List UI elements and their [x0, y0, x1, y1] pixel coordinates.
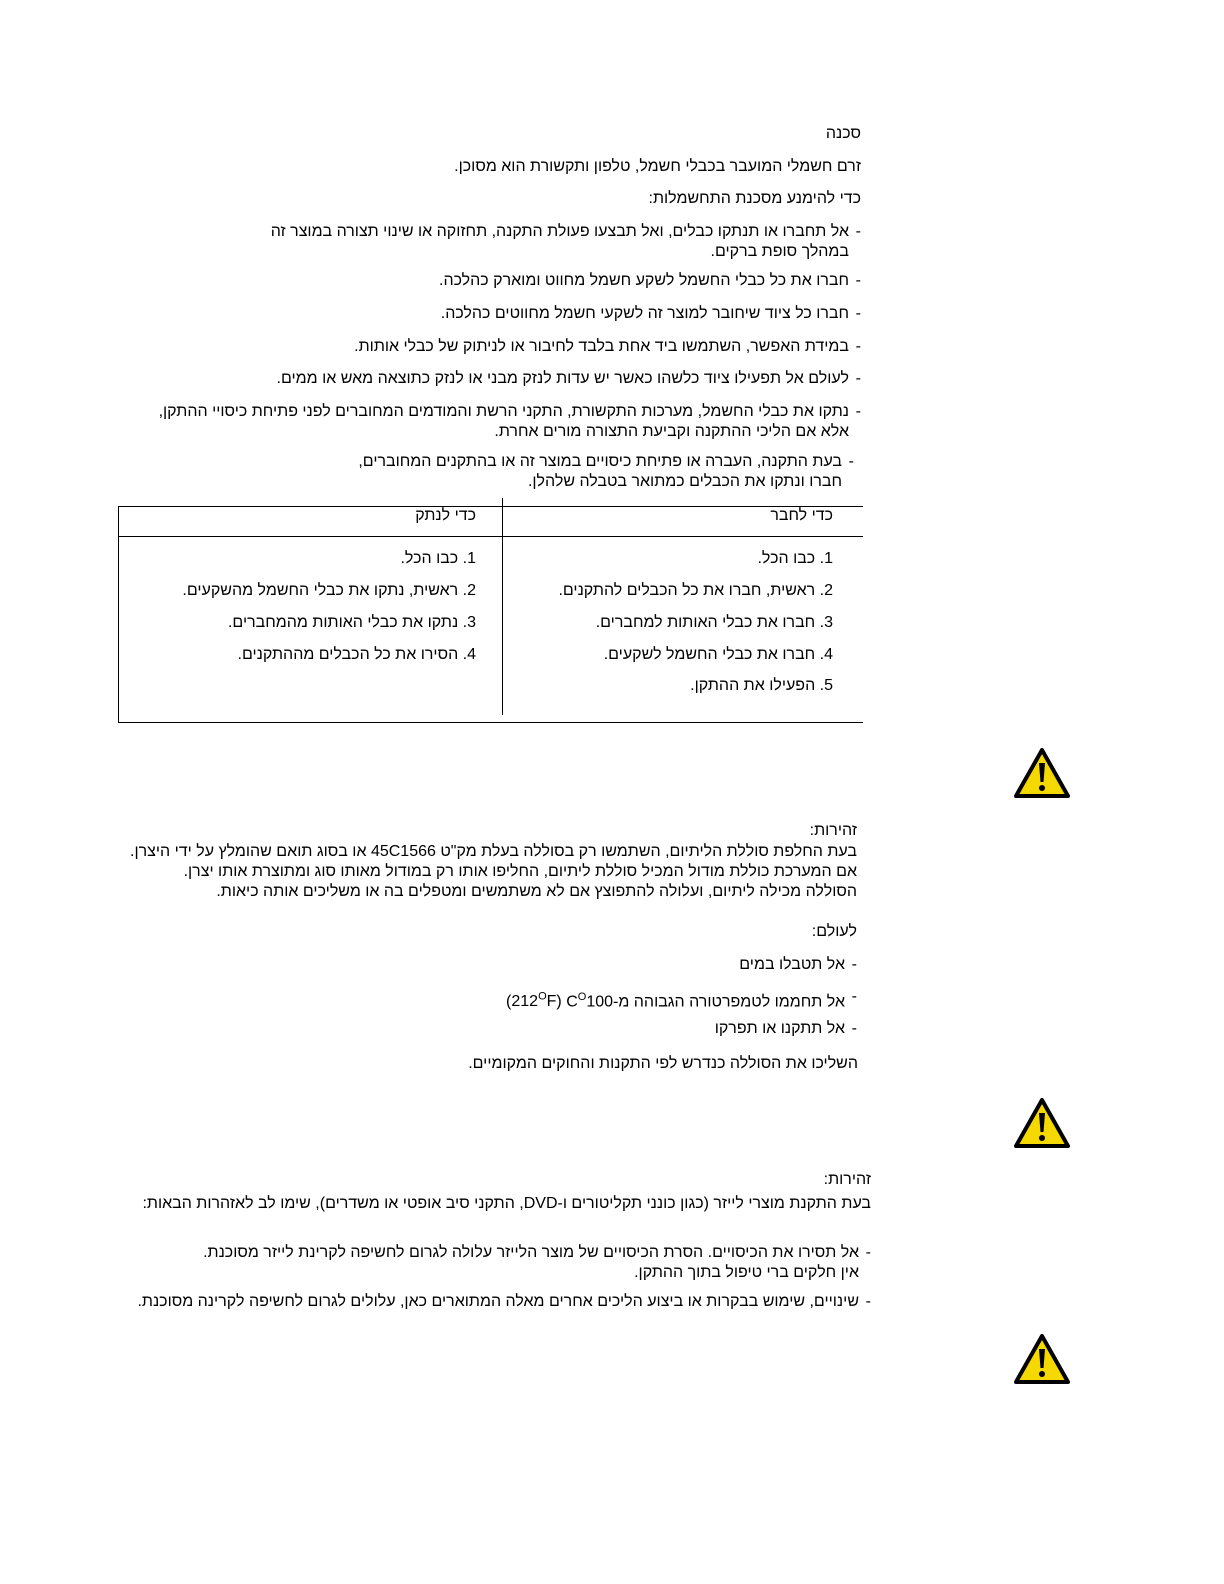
- danger-item-1-line1: אל תחברו או תנתקו כבלים, ואל תבצעו פעולת התקנה, תחזוקה או שינוי תצורה במוצר זה: [270, 223, 849, 240]
- connect-disconnect-table: [118, 506, 863, 722]
- battery-item-1: [739, 955, 857, 975]
- dash: -: [855, 223, 861, 240]
- table-left-border: [118, 506, 119, 722]
- danger-item-6: [159, 402, 861, 442]
- temp-unit-f: F): [546, 993, 562, 1011]
- battery-item-2: [506, 987, 857, 1012]
- laser-item-1-line1: אל תסירו את הכיסויים. הסרת הכיסויים של מוצר הלייזר עלולה לגרום לחשיפה לקרינת לייזר מסוכנת.: [203, 1244, 859, 1261]
- connect-step-3: 3. חברו את כבלי האותות למחברים.: [595, 614, 833, 631]
- temp-unit-c: C: [566, 993, 578, 1011]
- danger-item-3-line1: חברו כל ציוד שיחובר למוצר זה לשקעי חשמל מחווטים כהלכה.: [440, 305, 849, 322]
- danger-title: סכנה: [825, 125, 861, 142]
- dash: -: [855, 370, 861, 387]
- table-bottom-border: [118, 722, 863, 723]
- danger-item-1-line2: במהלך סופת ברקים.: [710, 243, 849, 260]
- warning-triangle-icon: [1013, 1097, 1071, 1149]
- laser-title: זהירות:: [823, 1171, 871, 1188]
- temp-c: 100: [586, 993, 614, 1011]
- battery-never: לעולם:: [811, 923, 857, 940]
- danger-item-1: [271, 222, 861, 262]
- danger-item-2: [439, 271, 861, 291]
- battery-title: זהירות:: [809, 822, 857, 839]
- laser-item-1-line2: אין חלקים ברי טיפול בתוך ההתקן.: [634, 1264, 859, 1281]
- laser-item-2: [137, 1292, 871, 1312]
- battery-item-3: [715, 1019, 857, 1039]
- battery-line-1: בעת החלפת סוללת הליתיום, השתמשו רק בסוללה בעלת מק"ט 45C1566 או בסוג תואם שהומלץ על ידי היצרן.: [130, 843, 857, 860]
- disconnect-step-3: 3. נתקו את כבלי האותות מהמחברים.: [227, 614, 476, 631]
- degree-sign-c: O: [577, 991, 587, 1003]
- danger-item-7-line2: חברו ונתקו את הכבלים כמתואר בטבלה שלהלן.: [527, 473, 842, 490]
- dash: -: [851, 1020, 857, 1037]
- danger-prevent: כדי להימנע מסכנת התחשמלות:: [648, 190, 861, 207]
- dash: -: [851, 988, 857, 1005]
- battery-line-3: הסוללה מכילה ליתיום, ועלולה להתפוצץ אם לא משתמשים ומטפלים בה או משליכים אותה כיאות.: [216, 883, 857, 900]
- dash: -: [855, 338, 861, 355]
- laser-item-2-line1: שינויים, שימוש בבקרות או ביצוע הליכים אחרים מאלה המתוארים כאן, עלולים לגרום לחשיפה לקרינה מסוכנת.: [137, 1293, 859, 1310]
- temp-f: (212: [506, 993, 539, 1011]
- table-header-divider: [118, 536, 863, 537]
- disconnect-step-1: 1. כבו הכל.: [400, 550, 476, 567]
- table-column-divider: [502, 498, 503, 715]
- connect-step-5: 5. הפעילו את ההתקן.: [690, 677, 833, 694]
- connect-header: כדי לחבר: [770, 507, 833, 524]
- warning-triangle-icon: [1013, 1333, 1071, 1385]
- battery-dispose: השליכו את הסוללה כנדרש לפי התקנות והחוקים המקומיים.: [468, 1055, 858, 1072]
- danger-item-5-line1: לעולם אל תפעילו ציוד כלשהו כאשר יש עדות לנזק מבני או לנזק כתוצאה מאש או ממים.: [276, 370, 849, 387]
- danger-item-6-line1: נתקו את כבלי החשמל, מערכות התקשורת, התקני הרשת והמודמים המחוברים לפני פתיחת כיסויי ההתקן,: [158, 403, 849, 420]
- dash: -: [855, 403, 861, 420]
- danger-item-5: [277, 369, 861, 389]
- degree-sign-f: O: [538, 991, 547, 1003]
- danger-item-2-line1: חברו את כל כבלי החשמל לשקע חשמל מחווט ומוארק כהלכה.: [439, 272, 849, 289]
- table-top-border: [118, 506, 863, 507]
- battery-item-1-text: אל תטבלו במים: [739, 956, 845, 973]
- dash: -: [848, 453, 854, 470]
- connect-step-2: 2. ראשית, חברו את כל הכבלים להתקנים.: [558, 582, 833, 599]
- laser-item-1: [203, 1243, 871, 1283]
- dash: -: [855, 272, 861, 289]
- dash: -: [865, 1293, 871, 1310]
- danger-item-6-line2: אלא אם הליכי ההתקנה וקביעת התצורה מורים אחרת.: [494, 423, 849, 440]
- laser-intro: בעת התקנת מוצרי לייזר (כגון כונני תקליטורים ו-DVD, התקני סיב אופטי או משדרים), שימו לב לאזהרות הבאות:: [142, 1195, 871, 1212]
- disconnect-step-4: 4. הסירו את כל הכבלים מההתקנים.: [237, 646, 476, 663]
- danger-item-4-line1: במידת האפשר, השתמשו ביד אחת בלבד לחיבור או לניתוק של כבלי אותות.: [354, 338, 849, 355]
- danger-item-7-line1: בעת התקנה, העברה או פתיחת כיסויים במוצר זה או בהתקנים המחוברים,: [358, 453, 842, 470]
- battery-line-2: אם המערכת כוללת מודול המכיל סוללת ליתיום, החליפו אותו רק במודול מאותו סוג ומתוצרת אותו יצרן.: [183, 863, 857, 880]
- battery-item-2-text: אל תחממו לטמפרטורה הגבוהה מ-: [613, 993, 845, 1011]
- disconnect-step-2: 2. ראשית, נתקו את כבלי החשמל מהשקעים.: [182, 582, 476, 599]
- danger-intro: זרם חשמלי המועבר בכבלי חשמל, טלפון ותקשורת הוא מסוכן.: [454, 158, 861, 175]
- dash: -: [851, 956, 857, 973]
- connect-step-4: 4. חברו את כבלי החשמל לשקעים.: [603, 646, 833, 663]
- danger-item-7: [358, 452, 854, 492]
- battery-item-3-text: אל תתקנו או תפרקו: [714, 1020, 845, 1037]
- danger-item-4: [354, 337, 861, 357]
- disconnect-header: כדי לנתק: [415, 507, 476, 524]
- dash: -: [855, 305, 861, 322]
- connect-step-1: 1. כבו הכל.: [757, 550, 833, 567]
- danger-item-3: [441, 304, 861, 324]
- warning-triangle-icon: [1013, 747, 1071, 799]
- dash: -: [865, 1244, 871, 1261]
